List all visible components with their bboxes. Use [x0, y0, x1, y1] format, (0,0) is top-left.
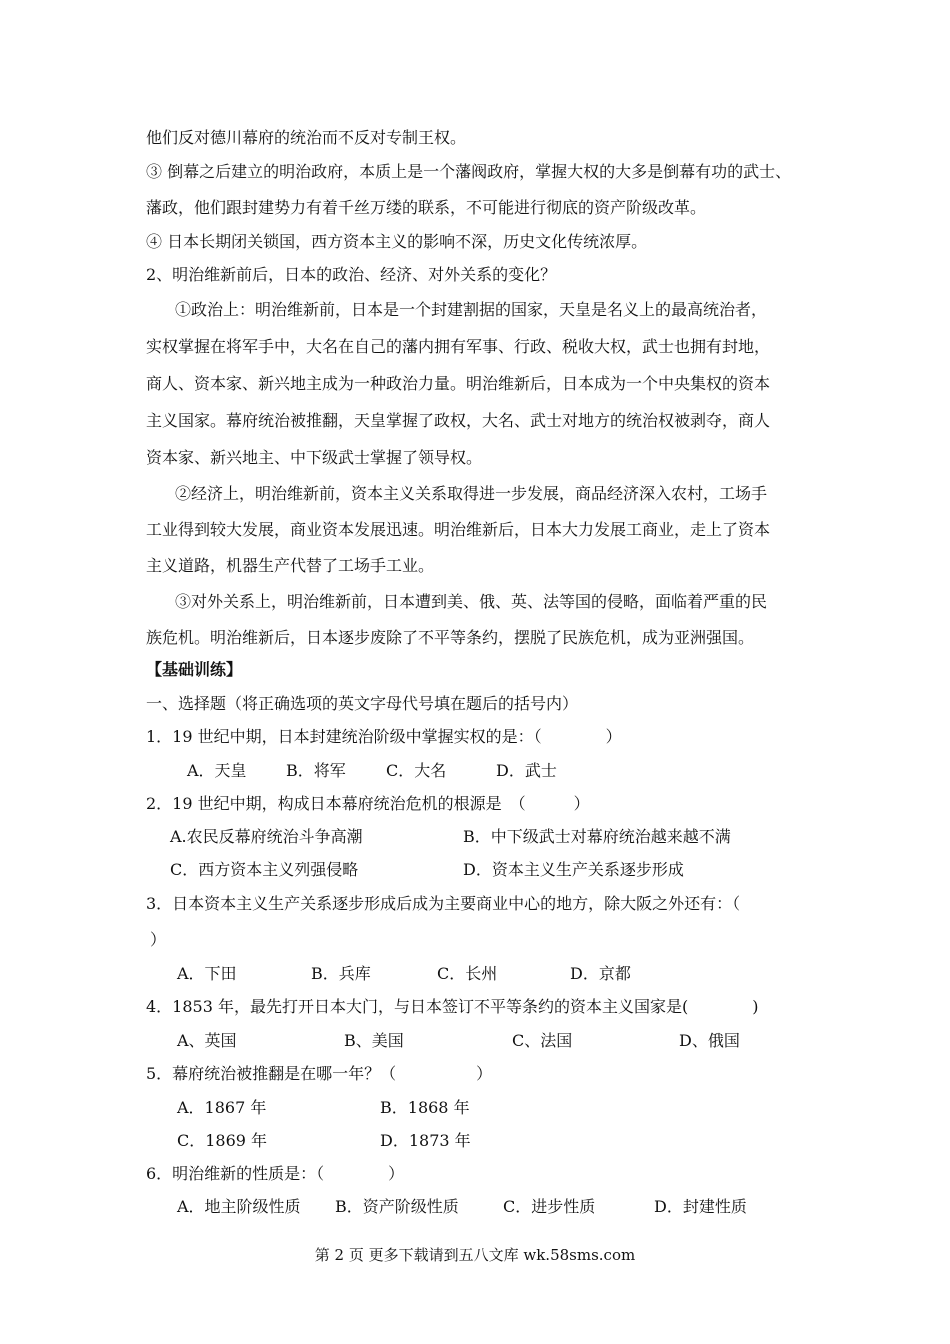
question-5-option-c: C．1869 年: [177, 1131, 268, 1150]
question-2-option-c: C．西方资本主义列强侵略: [170, 860, 359, 879]
question-5: 5．幕府统治被推翻是在哪一年？（ ）: [146, 1064, 493, 1083]
question-4-option-d: D、俄国: [679, 1031, 740, 1050]
question-6-option-c: C．进步性质: [503, 1197, 596, 1216]
question-3-option-d: D．京都: [570, 964, 631, 983]
question-1-option-b: B．将军: [286, 761, 346, 780]
question-3-continuation: ）: [150, 930, 167, 949]
section-heading: 【基础训练】: [146, 660, 243, 679]
question-6-option-b: B．资产阶级性质: [335, 1197, 459, 1216]
foreign-line-1: ③对外关系上，明治维新前，日本遭到美、俄、英、法等国的侵略，面临着严重的民: [175, 592, 768, 611]
question-2-title: 2、明治维新前后，日本的政治、经济、对外关系的变化？: [146, 265, 557, 284]
reason-4: ④ 日本长期闭关锁国，西方资本主义的影响不深，历史文化传统浓厚。: [146, 232, 648, 251]
question-1-option-d: D．武士: [496, 761, 557, 780]
question-1-option-a: A．天皇: [187, 761, 247, 780]
question-4-option-a: A、英国: [177, 1031, 237, 1050]
economy-line-2: 工业得到较大发展，商业资本发展迅速。明治维新后，日本大力发展工商业，走上了资本: [146, 520, 771, 539]
reason-3-line-2: 藩政，他们跟封建势力有着千丝万缕的联系，不可能进行彻底的资产阶级改革。: [146, 198, 707, 217]
politics-line-4: 主义国家。幕府统治被推翻，天皇掌握了政权，大名、武士对地方的统治权被剥夺，商人: [146, 411, 771, 430]
exercise-intro: 一、选择题（将正确选项的英文字母代号填在题后的括号内）: [146, 694, 579, 713]
reason-3-line-1: ③ 倒幕之后建立的明治政府，本质上是一个藩阀政府，掌握大权的大多是倒幕有功的武士、: [146, 162, 792, 181]
page-footer: 第 2 页 更多下载请到五八文库 wk.58sms.com: [314, 1246, 636, 1264]
politics-line-2: 实权掌握在将军手中，大名在自己的藩内拥有军事、行政、税收大权，武士也拥有封地，: [146, 337, 771, 356]
paragraph-continuation: 他们反对德川幕府的统治而不反对专制王权。: [146, 128, 467, 147]
question-6-option-d: D．封建性质: [654, 1197, 747, 1216]
politics-line-5: 资本家、新兴地主、中下级武士掌握了领导权。: [146, 448, 483, 467]
question-4: 4．1853 年，最先打开日本大门，与日本签订不平等条约的资本主义国家是( ): [146, 997, 759, 1016]
question-6-option-a: A．地主阶级性质: [177, 1197, 301, 1216]
question-2-option-a: A.农民反幕府统治斗争高潮: [170, 827, 363, 846]
question-1: 1．19 世纪中期，日本封建统治阶级中掌握实权的是：（ ）: [146, 727, 622, 746]
question-3: 3．日本资本主义生产关系逐步形成后成为主要商业中心的地方，除大阪之外还有：（: [146, 894, 741, 913]
question-3-option-a: A．下田: [177, 964, 237, 983]
question-2-option-d: D．资本主义生产关系逐步形成: [463, 860, 684, 879]
politics-line-3: 商人、资本家、新兴地主成为一种政治力量。明治维新后，日本成为一个中央集权的资本: [146, 374, 771, 393]
question-1-option-c: C．大名: [386, 761, 447, 780]
question-5-option-a: A．1867 年: [177, 1098, 267, 1117]
question-4-option-c: C、法国: [512, 1031, 573, 1050]
question-3-option-c: C．长州: [437, 964, 498, 983]
question-2: 2．19 世纪中期，构成日本幕府统治危机的根源是 （ ）: [146, 794, 590, 813]
economy-line-3: 主义道路，机器生产代替了工场手工业。: [146, 556, 435, 575]
question-4-option-b: B、美国: [344, 1031, 404, 1050]
politics-line-1: ①政治上：明治维新前，日本是一个封建割据的国家，天皇是名义上的最高统治者，: [175, 300, 768, 319]
question-2-option-b: B．中下级武士对幕府统治越来越不满: [463, 827, 731, 846]
question-3-option-b: B．兵库: [311, 964, 371, 983]
economy-line-1: ②经济上，明治维新前，资本主义关系取得进一步发展，商品经济深入农村，工场手: [175, 484, 768, 503]
question-5-option-d: D．1873 年: [380, 1131, 471, 1150]
question-5-option-b: B．1868 年: [380, 1098, 470, 1117]
question-6: 6．明治维新的性质是：（ ）: [146, 1164, 405, 1183]
foreign-line-2: 族危机。明治维新后，日本逐步废除了不平等条约，摆脱了民族危机，成为亚洲强国。: [146, 628, 755, 647]
